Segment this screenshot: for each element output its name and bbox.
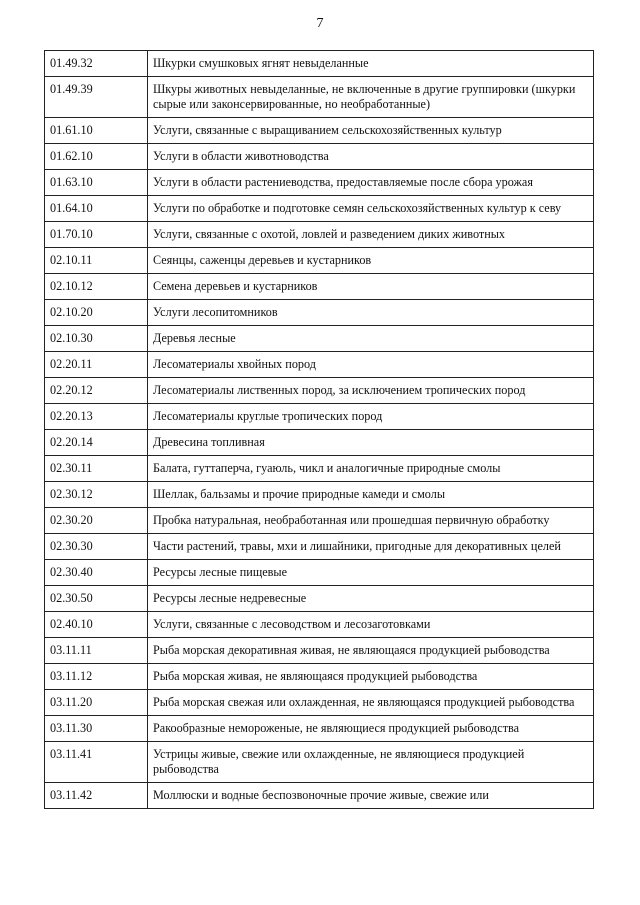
row-code: 02.20.11 bbox=[45, 352, 148, 378]
table-row bbox=[45, 508, 594, 534]
row-description: Рыба морская декоративная живая, не являющаяся продукцией рыбоводства bbox=[148, 638, 594, 664]
row-description: Ракообразные немороженые, не являющиеся продукцией рыбоводства bbox=[148, 716, 594, 742]
table-row bbox=[45, 222, 594, 248]
table-row bbox=[45, 326, 594, 352]
table-row bbox=[45, 196, 594, 222]
row-code: 03.11.11 bbox=[45, 638, 148, 664]
row-code: 01.70.10 bbox=[45, 222, 148, 248]
table-row bbox=[45, 352, 594, 378]
table-row bbox=[45, 742, 594, 783]
row-code: 03.11.12 bbox=[45, 664, 148, 690]
row-description: Услуги по обработке и подготовке семян сельскохозяйственных культур к севу bbox=[148, 196, 594, 222]
row-code: 01.64.10 bbox=[45, 196, 148, 222]
table-row bbox=[45, 144, 594, 170]
row-code: 02.10.20 bbox=[45, 300, 148, 326]
row-description: Услуги в области животноводства bbox=[148, 144, 594, 170]
row-description: Лесоматериалы лиственных пород, за исключением тропических пород bbox=[148, 378, 594, 404]
table-row bbox=[45, 716, 594, 742]
table-row bbox=[45, 612, 594, 638]
row-code: 02.30.20 bbox=[45, 508, 148, 534]
row-description: Пробка натуральная, необработанная или прошедшая первичную обработку bbox=[148, 508, 594, 534]
table-row bbox=[45, 482, 594, 508]
page-number: 7 bbox=[316, 16, 324, 31]
row-code: 01.49.32 bbox=[45, 51, 148, 77]
row-code: 01.63.10 bbox=[45, 170, 148, 196]
row-description: Услуги, связанные с охотой, ловлей и разведением диких животных bbox=[148, 222, 594, 248]
table-row bbox=[45, 560, 594, 586]
table-row bbox=[45, 274, 594, 300]
row-description: Услуги лесопитомников bbox=[148, 300, 594, 326]
row-description: Семена деревьев и кустарников bbox=[148, 274, 594, 300]
row-code: 02.20.12 bbox=[45, 378, 148, 404]
row-description: Сеянцы, саженцы деревьев и кустарников bbox=[148, 248, 594, 274]
table-row bbox=[45, 378, 594, 404]
row-description: Шеллак, бальзамы и прочие природные камеди и смолы bbox=[148, 482, 594, 508]
row-description: Рыба морская живая, не являющаяся продукцией рыбоводства bbox=[148, 664, 594, 690]
row-code: 02.10.11 bbox=[45, 248, 148, 274]
row-code: 02.30.11 bbox=[45, 456, 148, 482]
row-code: 02.40.10 bbox=[45, 612, 148, 638]
row-code: 01.62.10 bbox=[45, 144, 148, 170]
row-code: 01.61.10 bbox=[45, 118, 148, 144]
row-description: Устрицы живые, свежие или охлажденные, не являющиеся продукцией рыбоводства bbox=[148, 742, 594, 783]
row-description: Балата, гуттаперча, гуаюль, чикл и аналогичные природные смолы bbox=[148, 456, 594, 482]
table-row bbox=[45, 664, 594, 690]
table-row bbox=[45, 170, 594, 196]
table-row bbox=[45, 77, 594, 118]
table-row bbox=[45, 690, 594, 716]
row-description: Ресурсы лесные пищевые bbox=[148, 560, 594, 586]
row-code: 02.10.30 bbox=[45, 326, 148, 352]
row-code: 02.20.13 bbox=[45, 404, 148, 430]
row-code: 02.30.12 bbox=[45, 482, 148, 508]
row-code: 03.11.30 bbox=[45, 716, 148, 742]
row-code: 01.49.39 bbox=[45, 77, 148, 118]
row-description: Моллюски и водные беспозвоночные прочие живые, свежие или bbox=[148, 783, 594, 809]
table-row bbox=[45, 638, 594, 664]
table-row bbox=[45, 118, 594, 144]
row-description: Ресурсы лесные недревесные bbox=[148, 586, 594, 612]
table-row bbox=[45, 300, 594, 326]
row-code: 02.10.12 bbox=[45, 274, 148, 300]
row-code: 03.11.41 bbox=[45, 742, 148, 783]
table-row bbox=[45, 430, 594, 456]
row-code: 02.30.50 bbox=[45, 586, 148, 612]
row-description: Услуги, связанные с лесоводством и лесозаготовками bbox=[148, 612, 594, 638]
table-row bbox=[45, 586, 594, 612]
table-row bbox=[45, 248, 594, 274]
row-code: 02.30.40 bbox=[45, 560, 148, 586]
table-row bbox=[45, 51, 594, 77]
row-description: Шкуры животных невыделанные, не включенные в другие группировки (шкурки сырые или законсервированные, но необработанные) bbox=[148, 77, 594, 118]
row-description: Части растений, травы, мхи и лишайники, пригодные для декоративных целей bbox=[148, 534, 594, 560]
row-code: 03.11.20 bbox=[45, 690, 148, 716]
row-description: Услуги в области растениеводства, предоставляемые после сбора урожая bbox=[148, 170, 594, 196]
table-row bbox=[45, 456, 594, 482]
row-description: Шкурки смушковых ягнят невыделанные bbox=[148, 51, 594, 77]
row-description: Деревья лесные bbox=[148, 326, 594, 352]
table-row bbox=[45, 404, 594, 430]
row-description: Лесоматериалы хвойных пород bbox=[148, 352, 594, 378]
row-description: Рыба морская свежая или охлажденная, не являющаяся продукцией рыбоводства bbox=[148, 690, 594, 716]
row-code: 02.20.14 bbox=[45, 430, 148, 456]
row-description: Услуги, связанные с выращиванием сельскохозяйственных культур bbox=[148, 118, 594, 144]
classification-table bbox=[44, 50, 594, 809]
table-body bbox=[45, 51, 594, 809]
row-description: Лесоматериалы круглые тропических пород bbox=[148, 404, 594, 430]
table-row bbox=[45, 534, 594, 560]
row-code: 02.30.30 bbox=[45, 534, 148, 560]
table-row bbox=[45, 783, 594, 809]
row-code: 03.11.42 bbox=[45, 783, 148, 809]
row-description: Древесина топливная bbox=[148, 430, 594, 456]
